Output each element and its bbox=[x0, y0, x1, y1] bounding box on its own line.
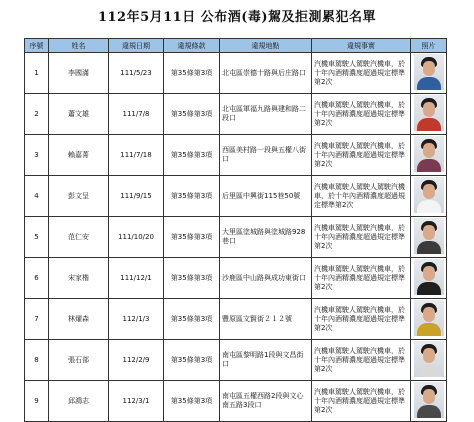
photo-cell bbox=[411, 258, 447, 299]
photo-cell bbox=[411, 299, 447, 340]
violation-fact: 汽機車駕駛人駕駛汽機車，於十年內酒精濃度超過規定標準第2次 bbox=[312, 381, 411, 422]
offender-photo bbox=[414, 259, 444, 295]
offender-name: 宋家楷 bbox=[49, 258, 109, 299]
violation-clause: 第35條第3項 bbox=[164, 299, 220, 340]
photo-face bbox=[423, 266, 435, 281]
violation-fact: 汽機車駕駛人駕駛汽機車，於十年內酒精濃度超過規定標準第2次 bbox=[312, 299, 411, 340]
table-row bbox=[25, 217, 447, 258]
violation-clause: 第35條第3項 bbox=[164, 176, 220, 217]
table-row bbox=[25, 94, 447, 135]
photo-body bbox=[417, 118, 441, 131]
violation-date: 112/1/3 bbox=[109, 299, 164, 340]
table-row bbox=[25, 176, 447, 217]
photo-cell bbox=[411, 217, 447, 258]
photo-face bbox=[423, 225, 435, 240]
header-clause: 違規條款 bbox=[164, 39, 220, 53]
offender-name: 范仁安 bbox=[49, 217, 109, 258]
violation-clause: 第35條第3項 bbox=[164, 340, 220, 381]
photo-body bbox=[417, 159, 441, 172]
violation-fact: 汽機車駕駛人駕駛汽機車，於十年內酒精濃度超過規定標準第2次 bbox=[312, 135, 411, 176]
violation-fact: 汽機車駕駛人駕駛汽機車，於十年內酒精濃度超過規定標準第2次 bbox=[312, 217, 411, 258]
photo-face bbox=[423, 184, 435, 199]
offender-name: 張石部 bbox=[49, 340, 109, 381]
violation-fact: 汽機車駕駛人駕駛汽機車，於十年內酒精濃度超過規定標準第2次 bbox=[312, 258, 411, 299]
violation-location: 大里區塗城路與塗城路928巷口 bbox=[220, 217, 312, 258]
offender-photo bbox=[414, 300, 444, 336]
header-no: 序號 bbox=[25, 39, 49, 53]
row-number: 1 bbox=[25, 53, 49, 94]
row-number: 5 bbox=[25, 217, 49, 258]
violation-location: 豐原區文賢街２１２號 bbox=[220, 299, 312, 340]
violation-date: 111/7/8 bbox=[109, 94, 164, 135]
offender-table bbox=[24, 38, 447, 422]
violation-date: 111/5/23 bbox=[109, 53, 164, 94]
header-fact: 違規事實 bbox=[312, 39, 411, 53]
row-number: 3 bbox=[25, 135, 49, 176]
photo-body bbox=[417, 282, 441, 295]
photo-body bbox=[417, 77, 441, 90]
photo-face bbox=[423, 307, 435, 322]
offender-photo bbox=[414, 54, 444, 90]
violation-location: 沙鹿區中山路與成功東街口 bbox=[220, 258, 312, 299]
violation-clause: 第35條第3項 bbox=[164, 217, 220, 258]
offender-photo bbox=[414, 95, 444, 131]
photo-face bbox=[423, 348, 435, 363]
violation-date: 111/12/1 bbox=[109, 258, 164, 299]
row-number: 6 bbox=[25, 258, 49, 299]
violation-location: 北屯區崇德十路與后庄路口 bbox=[220, 53, 312, 94]
violation-fact: 汽機車駕駛人駕駛汽機車，於十年內酒精濃度超過規定標準第2次 bbox=[312, 53, 411, 94]
violation-location: 后里區中興街115巷50號 bbox=[220, 176, 312, 217]
violation-date: 111/7/18 bbox=[109, 135, 164, 176]
violation-date: 112/2/9 bbox=[109, 340, 164, 381]
photo-face bbox=[423, 389, 435, 404]
offender-name: 邱鴻志 bbox=[49, 381, 109, 422]
offender-photo bbox=[414, 177, 444, 213]
violation-location: 西區美村路一段與五權八街口 bbox=[220, 135, 312, 176]
page-title: 112年5月11日 公布酒(毒)駕及拒測累犯名單 bbox=[97, 10, 377, 25]
photo-face bbox=[423, 102, 435, 117]
table-row bbox=[25, 340, 447, 381]
photo-cell bbox=[411, 381, 447, 422]
row-number: 9 bbox=[25, 381, 49, 422]
photo-body bbox=[417, 405, 441, 418]
table-row bbox=[25, 381, 447, 422]
row-number: 8 bbox=[25, 340, 49, 381]
violation-clause: 第35條第3項 bbox=[164, 53, 220, 94]
offender-photo bbox=[414, 341, 444, 377]
header-photo: 照片 bbox=[411, 39, 447, 53]
table-row bbox=[25, 135, 447, 176]
photo-cell bbox=[411, 176, 447, 217]
violation-clause: 第35條第3項 bbox=[164, 135, 220, 176]
photo-cell bbox=[411, 135, 447, 176]
offender-photo bbox=[414, 218, 444, 254]
violation-fact: 汽機車駕駛人駕駛人駕駛汽機車，於十年內酒精濃度超過規定標準第2次 bbox=[312, 176, 411, 217]
photo-body bbox=[417, 200, 441, 213]
header-location: 違規地點 bbox=[220, 39, 312, 53]
row-number: 7 bbox=[25, 299, 49, 340]
violation-location: 南屯區黎明路1段與文昌街口 bbox=[220, 340, 312, 381]
row-number: 2 bbox=[25, 94, 49, 135]
table-row bbox=[25, 53, 447, 94]
photo-cell bbox=[411, 94, 447, 135]
violation-clause: 第35條第3項 bbox=[164, 94, 220, 135]
photo-cell bbox=[411, 340, 447, 381]
offender-name: 林燿森 bbox=[49, 299, 109, 340]
offender-name: 彭文呈 bbox=[49, 176, 109, 217]
violation-clause: 第35條第3項 bbox=[164, 258, 220, 299]
table-row bbox=[25, 258, 447, 299]
photo-face bbox=[423, 61, 435, 76]
offender-photo bbox=[414, 136, 444, 172]
photo-body bbox=[417, 323, 441, 336]
violation-clause: 第35條第3項 bbox=[164, 381, 220, 422]
violation-date: 111/10/20 bbox=[109, 217, 164, 258]
offender-name: 李國滿 bbox=[49, 53, 109, 94]
offender-name: 賴嘉菁 bbox=[49, 135, 109, 176]
violation-date: 112/3/1 bbox=[109, 381, 164, 422]
violation-fact: 汽機車駕駛人駕駛汽機車，於十年內酒精濃度超過規定標準第2次 bbox=[312, 340, 411, 381]
violation-location: 南屯區五權西路2段與文心南五路3段口 bbox=[220, 381, 312, 422]
offender-photo bbox=[414, 382, 444, 418]
photo-body bbox=[417, 364, 441, 377]
photo-cell bbox=[411, 53, 447, 94]
row-number: 4 bbox=[25, 176, 49, 217]
violation-date: 111/9/15 bbox=[109, 176, 164, 217]
header-name: 姓名 bbox=[49, 39, 109, 53]
violation-location: 北屯區軍福九路與建和路二段口 bbox=[220, 94, 312, 135]
offender-name: 蕭文雄 bbox=[49, 94, 109, 135]
header-date: 違規日期 bbox=[109, 39, 164, 53]
violation-fact: 汽機車駕駛人駕駛汽機車，於十年內酒精濃度超過規定標準第2次 bbox=[312, 94, 411, 135]
table-header-row bbox=[25, 39, 447, 53]
table-row bbox=[25, 299, 447, 340]
photo-body bbox=[417, 241, 441, 254]
photo-face bbox=[423, 143, 435, 158]
